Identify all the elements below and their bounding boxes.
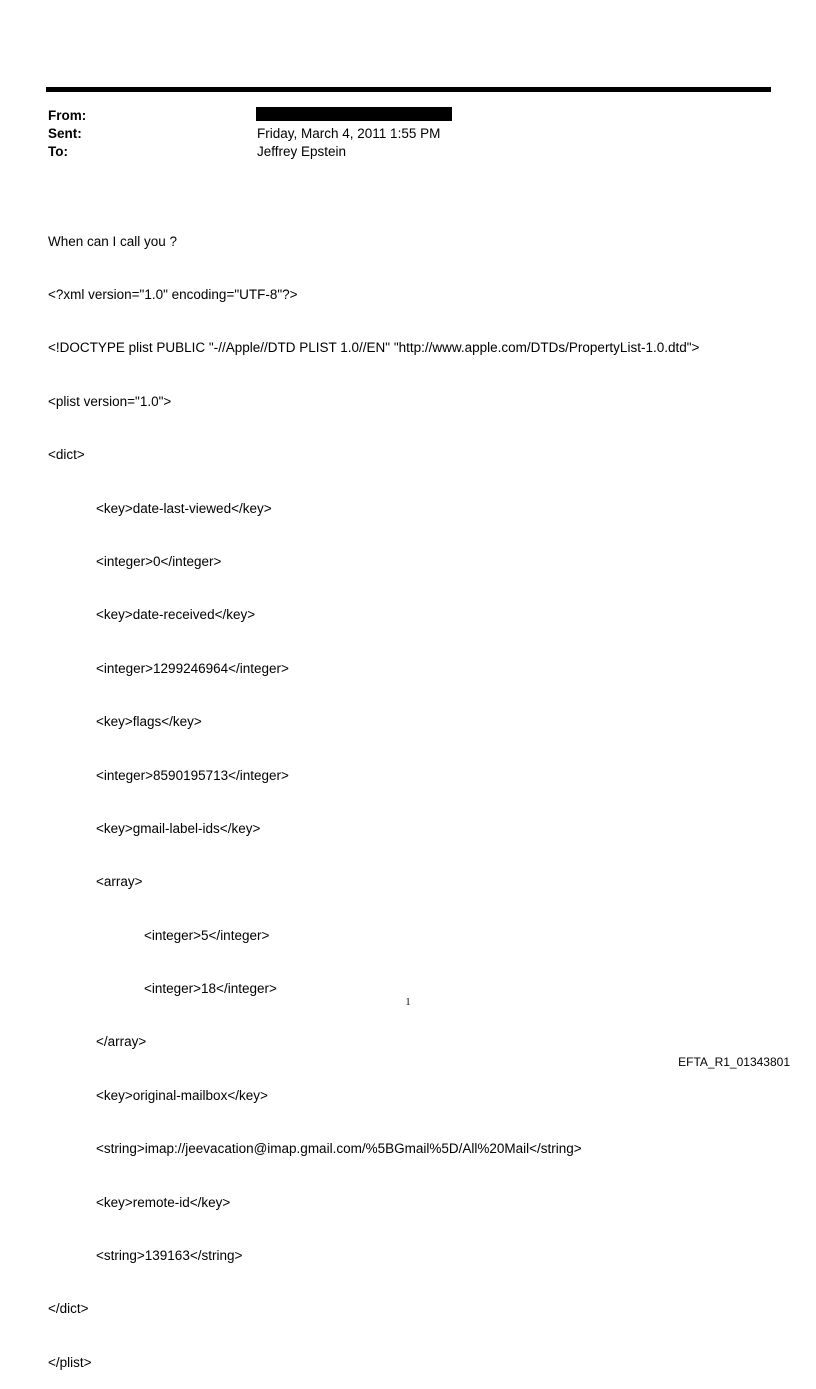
body-line: <integer>5</integer> <box>144 927 270 943</box>
redacted-sender <box>256 107 452 121</box>
body-line: <key>date-last-viewed</key> <box>96 500 272 516</box>
body-line: <?xml version="1.0" encoding="UTF-8"?> <box>48 286 298 302</box>
body-line: </array> <box>96 1034 147 1050</box>
page-number: 1 <box>405 997 411 1008</box>
body-line: <key>remote-id</key> <box>96 1194 231 1210</box>
body-line: <key>gmail-label-ids</key> <box>96 820 261 836</box>
body-line: <integer>18</integer> <box>144 981 277 997</box>
body-line: <string>imap://jeevacation@imap.gmail.com/%5BGmail%5D/All%20Mail</string> <box>96 1141 582 1157</box>
body-line: <string>139163</string> <box>96 1248 243 1264</box>
body-line: <key>flags</key> <box>96 714 202 730</box>
body-line: <array> <box>96 874 143 890</box>
body-line: <key>original-mailbox</key> <box>96 1087 268 1103</box>
header-divider <box>46 87 771 92</box>
body-line: <key>date-received</key> <box>96 607 256 623</box>
to-label: To: <box>48 144 68 159</box>
body-line: <integer>0</integer> <box>96 553 222 569</box>
from-label: From: <box>48 108 87 123</box>
body-line: When can I call you ? <box>48 233 178 249</box>
body-line: </dict> <box>48 1301 89 1317</box>
sent-value: Friday, March 4, 2011 1:55 PM <box>257 126 441 141</box>
to-value: Jeffrey Epstein <box>257 144 347 159</box>
sent-label: Sent: <box>48 126 82 141</box>
body-line: <!DOCTYPE plist PUBLIC "-//Apple//DTD PLIST 1.0//EN" "http://www.apple.com/DTDs/PropertyList-1.0.dtd"> <box>48 340 700 356</box>
body-line: </plist> <box>48 1354 92 1370</box>
email-body <box>48 197 699 1389</box>
body-line: <integer>1299246964</integer> <box>96 660 289 676</box>
body-line: <integer>8590195713</integer> <box>96 767 289 783</box>
body-line: <plist version="1.0"> <box>48 393 172 409</box>
document-id: EFTA_R1_01343801 <box>678 1055 790 1069</box>
body-line: <dict> <box>48 447 85 463</box>
